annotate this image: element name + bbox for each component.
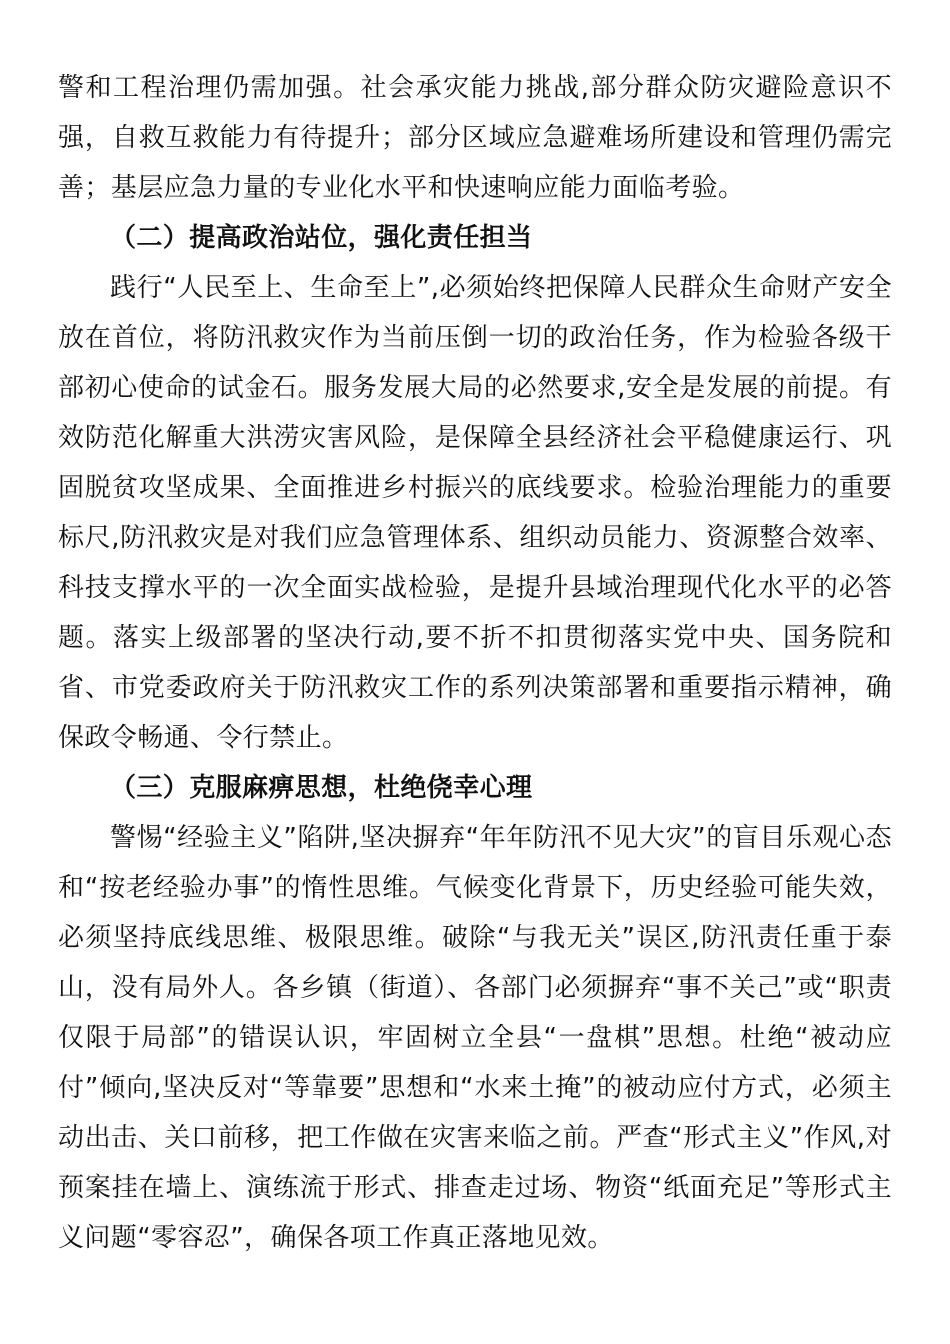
paragraph-continuation: 警和工程治理仍需加强。社会承灾能力挑战,部分群众防灾避险意识不强，自救互救能力有待提升；部分区域应急避难场所建设和管理仍需完善；基层应急力量的专业化水平和快速响应能力面临考验。 [58, 73, 892, 203]
section-heading-2: （二）提高政治站位，强化责任担当 [110, 223, 533, 253]
section-heading-3: （三）克服麻痹思想，杜绝侥幸心理 [110, 773, 533, 803]
document-body [58, 63, 892, 1263]
paragraph-section-2: 践行“人民至上、生命至上”,必须始终把保障人民群众生命财产安全放在首位，将防汛救灾作为当前压倒一切的政治任务，作为检验各级干部初心使命的试金石。服务发展大局的必然要求,安全是发展的前提。有效防范化解重大洪涝灾害风险，是保障全县经济社会平稳健康运行、巩固脱贫攻坚成果、全面推进乡村振兴的底线要求。检验治理能力的重要标尺,防汛救灾是对我们应急管理体系、组织动员能力、资源整合效率、科技支撑水平的一次全面实战检验，是提升县域治理现代化水平的必答题。落实上级部署的坚决行动,要不折不扣贯彻落实党中央、国务院和省、市党委政府关于防汛救灾工作的系列决策部署和重要指示精神，确保政令畅通、令行禁止。 [58, 273, 892, 753]
paragraph-section-3: 警惕“经验主义”陷阱,坚决摒弃“年年防汛不见大灾”的盲目乐观心态和“按老经验办事”的惰性思维。气候变化背景下，历史经验可能失效，必须坚持底线思维、极限思维。破除“与我无关”误区,防汛责任重于泰山，没有局外人。各乡镇（街道）、各部门必须摒弃“事不关己”或“职责仅限于局部”的错误认识，牢固树立全县“一盘棋”思想。杜绝“被动应付”倾向,坚决反对“等靠要”思想和“水来土掩”的被动应付方式，必须主动出击、关口前移，把工作做在灾害来临之前。严查“形式主义”作风,对预案挂在墙上、演练流于形式、排查走过场、物资“纸面充足”等形式主义问题“零容忍”，确保各项工作真正落地见效。 [58, 823, 892, 1253]
